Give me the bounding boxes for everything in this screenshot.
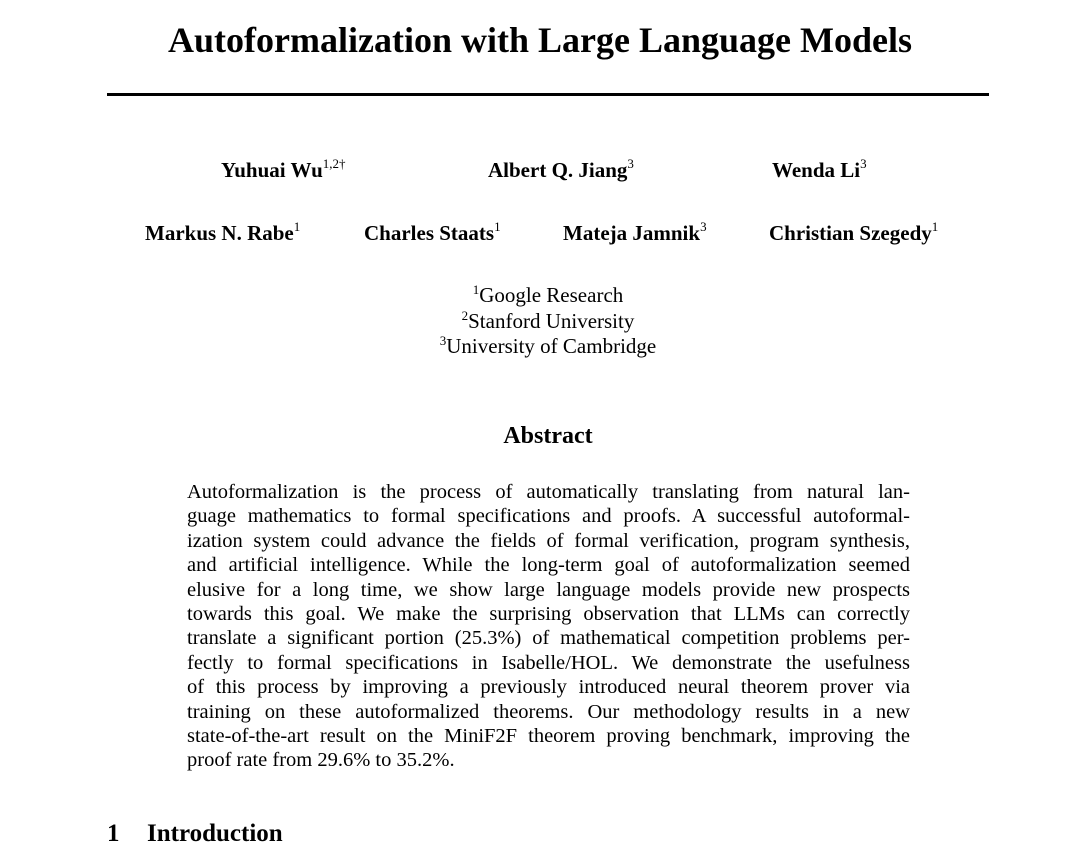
author-name: Wenda Li$^3$ [772,156,867,182]
section-title: Introduction [147,820,283,847]
affiliation: $^3$University of Cambridge [439,333,657,358]
abstract-line: translate a significant portion (25.3%) of mathematical competition problems per- [187,627,910,650]
author-name: Christian Szegedy$^1$ [769,219,939,245]
paper-title: Autoformalization with Large Language Models [168,20,912,60]
author-name: Yuhuai $Wu^{1,2\dagger}$ [221,156,346,182]
author-name: Markus N. Rabe$^1$ [145,219,301,245]
author-affiliation-mark: 1,2† [322,156,346,171]
abstract-line: proof rate from 29.6% to 35.2%. [187,749,455,772]
abstract-line: ization system could advance the fields of formal verification, program synthesis, [187,529,910,552]
author-affiliation-mark: 1 [293,219,301,234]
abstract-line: of this process by improving a previously introduced neural theorem prover via [187,676,910,699]
author-affiliation-mark: 3 [627,156,634,171]
author-affiliation-mark: 1 [494,219,501,234]
abstract-line: training on these autoformalized theorems. Our methodology results in a new [187,700,910,723]
affiliation: $^2$Stanford University [461,308,635,333]
title-rule [107,93,989,96]
abstract-line: and artificial intelligence. While the long-term goal of autoformalization seemed [187,554,910,577]
author-affiliation-mark: 1 [931,219,939,234]
abstract-line: state-of-the-art result on the MiniF2F theorem proving benchmark, improving the [187,724,910,747]
author-name: Albert Q. Jiang$^3$ [488,156,634,182]
author-affiliation-mark: 3 [860,156,867,171]
author-name: Charles Staats$^1$ [364,219,501,245]
section-heading [107,818,283,850]
section-number: 1 [107,820,120,847]
abstract-line: elusive for a long time, we show large language models provide new prospects [187,578,910,601]
affiliation: $^1$Google Research [472,282,624,307]
abstract-line: Autoformalization is the process of automatically translating from natural lan- [187,481,910,503]
abstract-line: guage mathematics to formal specifications and proofs. A successful autoformal- [187,505,910,528]
abstract-heading: Abstract [503,423,593,449]
author-name: Mateja Jamnik$^3$ [563,219,707,245]
abstract-line: fectly to formal specifications in Isabelle/HOL. We demonstrate the usefulness [187,651,910,674]
author-affiliation-mark: 3 [700,219,707,234]
abstract-line: towards this goal. We make the surprising observation that LLMs can correctly [187,602,910,625]
abstract-body [187,480,910,773]
